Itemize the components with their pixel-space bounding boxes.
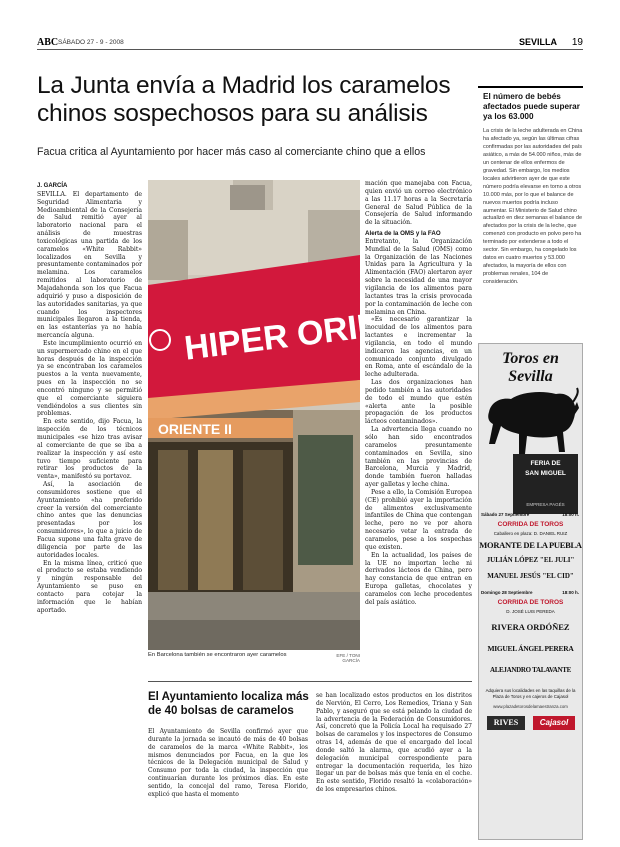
- paragraph: En este sentido, dijo Facua, la inspección de los técnicos municipales «se hizo tras avisar al comerciante de que se iba a realizar la inspección y así este tuvo tiempo suficiente para retirar los productos de la venta», manifestó su portavoz.: [37, 418, 142, 481]
- ad-title: Toros en Sevilla: [502, 350, 559, 385]
- ad-time-2: 18:00 h.: [562, 590, 579, 595]
- header-brand: ABC: [37, 37, 59, 48]
- second-article-rule: [148, 681, 472, 682]
- ad-web-link[interactable]: www.plazadetorosdelamaestranza.com: [493, 704, 568, 709]
- storefront-photo: [148, 180, 382, 650]
- paragraph: se han localizado estos productos en los distritos de Nervión, El Cerro, Los Remedios, Triana y San Pablo, y aseguró que se está pelando la ciudad de la advertencia de la Federación de Consumidores. Así, concretó que la Policía Local ha requisado 27 bolsas de caramelos y los inspectores de Consumo otras 14, además de que el encargado del local donde saltó la alarma, que acudió ayer a la delegación municipal correspondiente para entregar la documentación requerida, les hizo llegar un par de bolsas más que tenía en el coche. En este sentido, Florido resaltó la «colaboración» de los empresarios chinos.: [316, 692, 472, 794]
- article-photo: [148, 180, 382, 650]
- sidebar-body: La crisis de la leche adulterada en China ha afectado ya, según las últimas cifras confirmadas por las autoridades del país asiático, a más de 54.000 niños, más de un centenar de ellos enfermos de gravedad. Sin embargo, los medios locales advirtieron ayer de que este número podría elevarse en torno a otros 10.000 más, por lo que el balance de nuevos muertos podría incluso aumentar. El Ministerio de Salud chino actualizó en diez semanas el balance de afectados por la crisis de la leche, que comenzó con producto en polvo pero ha terminado por extenderse a todo el sector. Sin embargo, ha congelado los datos en cuatro muertos y 53.000 afectados, la mayoría de ellos con problemas renales, 104 de consideración.: [483, 128, 583, 286]
- feria-line-1: FERIA DE: [530, 460, 561, 467]
- ad-torero-2: JULIÁN LÓPEZ "EL JULI": [486, 556, 575, 564]
- ad-date-1: Sábado 27 Septiembre: [481, 512, 530, 517]
- ad-rejoneo: Caballero en plaza: D. DANIEL RUIZ: [493, 531, 568, 536]
- sign-text-2: ORIENTE II: [158, 421, 232, 437]
- sidebar-rule: [478, 86, 583, 88]
- ad-ganaderia: D. JOSÉ LUIS PEREDA: [506, 609, 555, 614]
- feria-line-2: SAN MIGUEL: [525, 470, 566, 477]
- header-rule: [37, 49, 583, 50]
- paragraph: Entretanto, la Organización Mundial de la Salud (OMS) como la Organización de las Naciones Unidas para la Agricultura y la Alimentación (FAO) alertaron ayer sobre la necesidad de una mayor vigilancia de los alimentos para lactantes tras la crisis provocada por la contaminación de leche con melamina en China.: [365, 237, 472, 316]
- second-article-column-1: [148, 728, 308, 840]
- ad-torero-4: RIVERA ORDÓÑEZ: [491, 622, 570, 632]
- paragraph: mación que manejaba con Facua, quien envió un correo electrónico a las 11.17 horas a la Secretaría General de Salud Pública de la Consejería de Salud informando de la situación.: [365, 180, 472, 227]
- article-deck: Facua critica al Ayuntamiento por hacer más caso al comerciante chino que a ellos: [37, 146, 426, 158]
- second-article-title: El Ayuntamiento localiza más de 40 bolsas de caramelos: [148, 691, 309, 717]
- header-section: SEVILLA: [518, 37, 557, 47]
- header-date: SÁBADO 27 - 9 - 2008: [58, 39, 124, 46]
- paragraph: En la actualidad, los países de la UE no importan leche ni derivados lácteos de China, pero hay constancia de que entran en Europa galletas, chocolates y caramelos con leche procedentes del país asiático.: [365, 551, 472, 606]
- ad-corrida-2: CORRIDA DE TOROS: [497, 599, 564, 606]
- ad-date-2: Domingo 28 Septiembre: [481, 590, 533, 595]
- paragraph: Pese a ello, la Comisión Europea (CE) prohibió ayer la importación de alimentos exclusivamente infantiles de China que contengan leche, pero no ve por ahora necesario vetar la entrada de caramelos, pese a los sospechas que existen.: [365, 488, 472, 551]
- bullfight-ad[interactable]: [478, 343, 583, 840]
- ad-empresa: EMPRESA PAGÉS: [526, 502, 565, 507]
- subheading: Alerta de la OMS y la FAO: [365, 230, 441, 238]
- article-column-2: [365, 180, 472, 665]
- article-column-1: [37, 183, 142, 840]
- sponsor-cajasol-label: Cajasol: [539, 718, 569, 727]
- ad-time-1: 18:00 h.: [562, 512, 579, 517]
- photo-caption: En Barcelona también se encontraron ayer caramelos: [148, 652, 287, 658]
- sponsor-rives-label: RIVES: [493, 718, 519, 727]
- paragraph: SEVILLA. El departamento de Seguridad Alimentaria y Medioambiental de la Consejería de Salud remitió ayer al laboratorio nacional para el análisis de muestras toxicológicas una partida de los caramelos «White Rabbit» localizados en Sevilla y presuntamente contaminados por melamina. Los caramelos remitidos al laboratorio de Majadahonda son los que Facua adquirió y puso a disposición de las autoridades sanitarias, ya que cuando los inspectores municipales llegaron a la tienda, en las estanterías ya no había mercancía alguna.: [37, 190, 142, 340]
- page-title: La Junta envía a Madrid los caramelos chinos sospechosos para su análisis: [37, 72, 451, 127]
- second-article-column-2: [316, 692, 472, 840]
- paragraph: La advertencia llega cuando no sólo han sido encontrados caramelos presuntamente contaminados en Sevilla, sino también en las provincias de Barcelona, Murcia y Madrid, donde también fueron halladas ayer galletas y leche china.: [365, 426, 472, 489]
- paragraph: El Ayuntamiento de Sevilla confirmó ayer que durante la jornada se incautó de más de 40 bolsas de caramelos de la marca «White Rabbit», los mismos denunciados por Facua, en la que los técnicos de la Delegación municipal de Salud y Consumo por toda la ciudad, la inspección que continuarían durante los próximos días. En este sentido, la concejal del ramo, Teresa Florido, explicó que hasta el momento: [148, 728, 308, 798]
- byline: J. GARCÍA: [37, 183, 68, 189]
- paragraph: En la misma línea, criticó que el producto se estaba vendiendo y ningún responsable del Ayuntamiento se puso en contacto para cotejar la información que le habían aportado.: [37, 559, 142, 614]
- paragraph: «Es necesario garantizar la inocuidad de los alimentos para lactantes e incrementar la vigilancia, en todo el mundo indicaron las agencias, en un comunicado conjunto divulgado en Roma, ante el escándalo de la leche adulterada.: [365, 316, 472, 379]
- ad-torero-5: MIGUEL ÁNGEL PERERA: [487, 644, 574, 653]
- ad-torero-6: ALEJANDRO TALAVANTE: [489, 666, 572, 674]
- ad-torero-3: MANUEL JESÚS "EL CID": [487, 572, 574, 580]
- sign-text-1: HIPER ORIE: [182, 305, 382, 368]
- sidebar-box: [478, 86, 583, 336]
- ad-corrida-1: CORRIDA DE TOROS: [497, 521, 564, 528]
- photo-credit: EFE / TONI GARCÍA: [336, 653, 360, 663]
- ad-footer: Adquiera sus localidades en las taquillas de la Plaza de Toros y en cajeros de Cajasol: [485, 688, 576, 699]
- paragraph: Este incumplimiento ocurrió en un supermercado chino en el que horas después de la inspección ya se encontraban los caramelos puestos a la venta nuevamente, pues en la inspección no se encontró ninguno y se permitió que el comerciante siguiera vendiéndolos a sus clientes sin problemas.: [37, 339, 142, 418]
- ad-torero-1: MORANTE DE LA PUEBLA: [479, 540, 582, 550]
- paragraph: Así, la asociación de consumidores sostiene que el Ayuntamiento «ha preferido creer la versión del comerciante chino antes que las denuncias presentadas por los consumidores», lo que a juicio de Facua supone una falta grave de diligencia por parte de las autoridades locales.: [37, 481, 142, 559]
- sidebar-title: El número de bebés afectados puede superar ya los 63.000: [483, 92, 580, 121]
- paragraph: Las dos organizaciones han pedido también a las autoridades de todo el mundo que estén «alerta ante la posible propagación de los productos lácteos contaminados».: [365, 379, 472, 426]
- header-page-number: 19: [571, 37, 583, 48]
